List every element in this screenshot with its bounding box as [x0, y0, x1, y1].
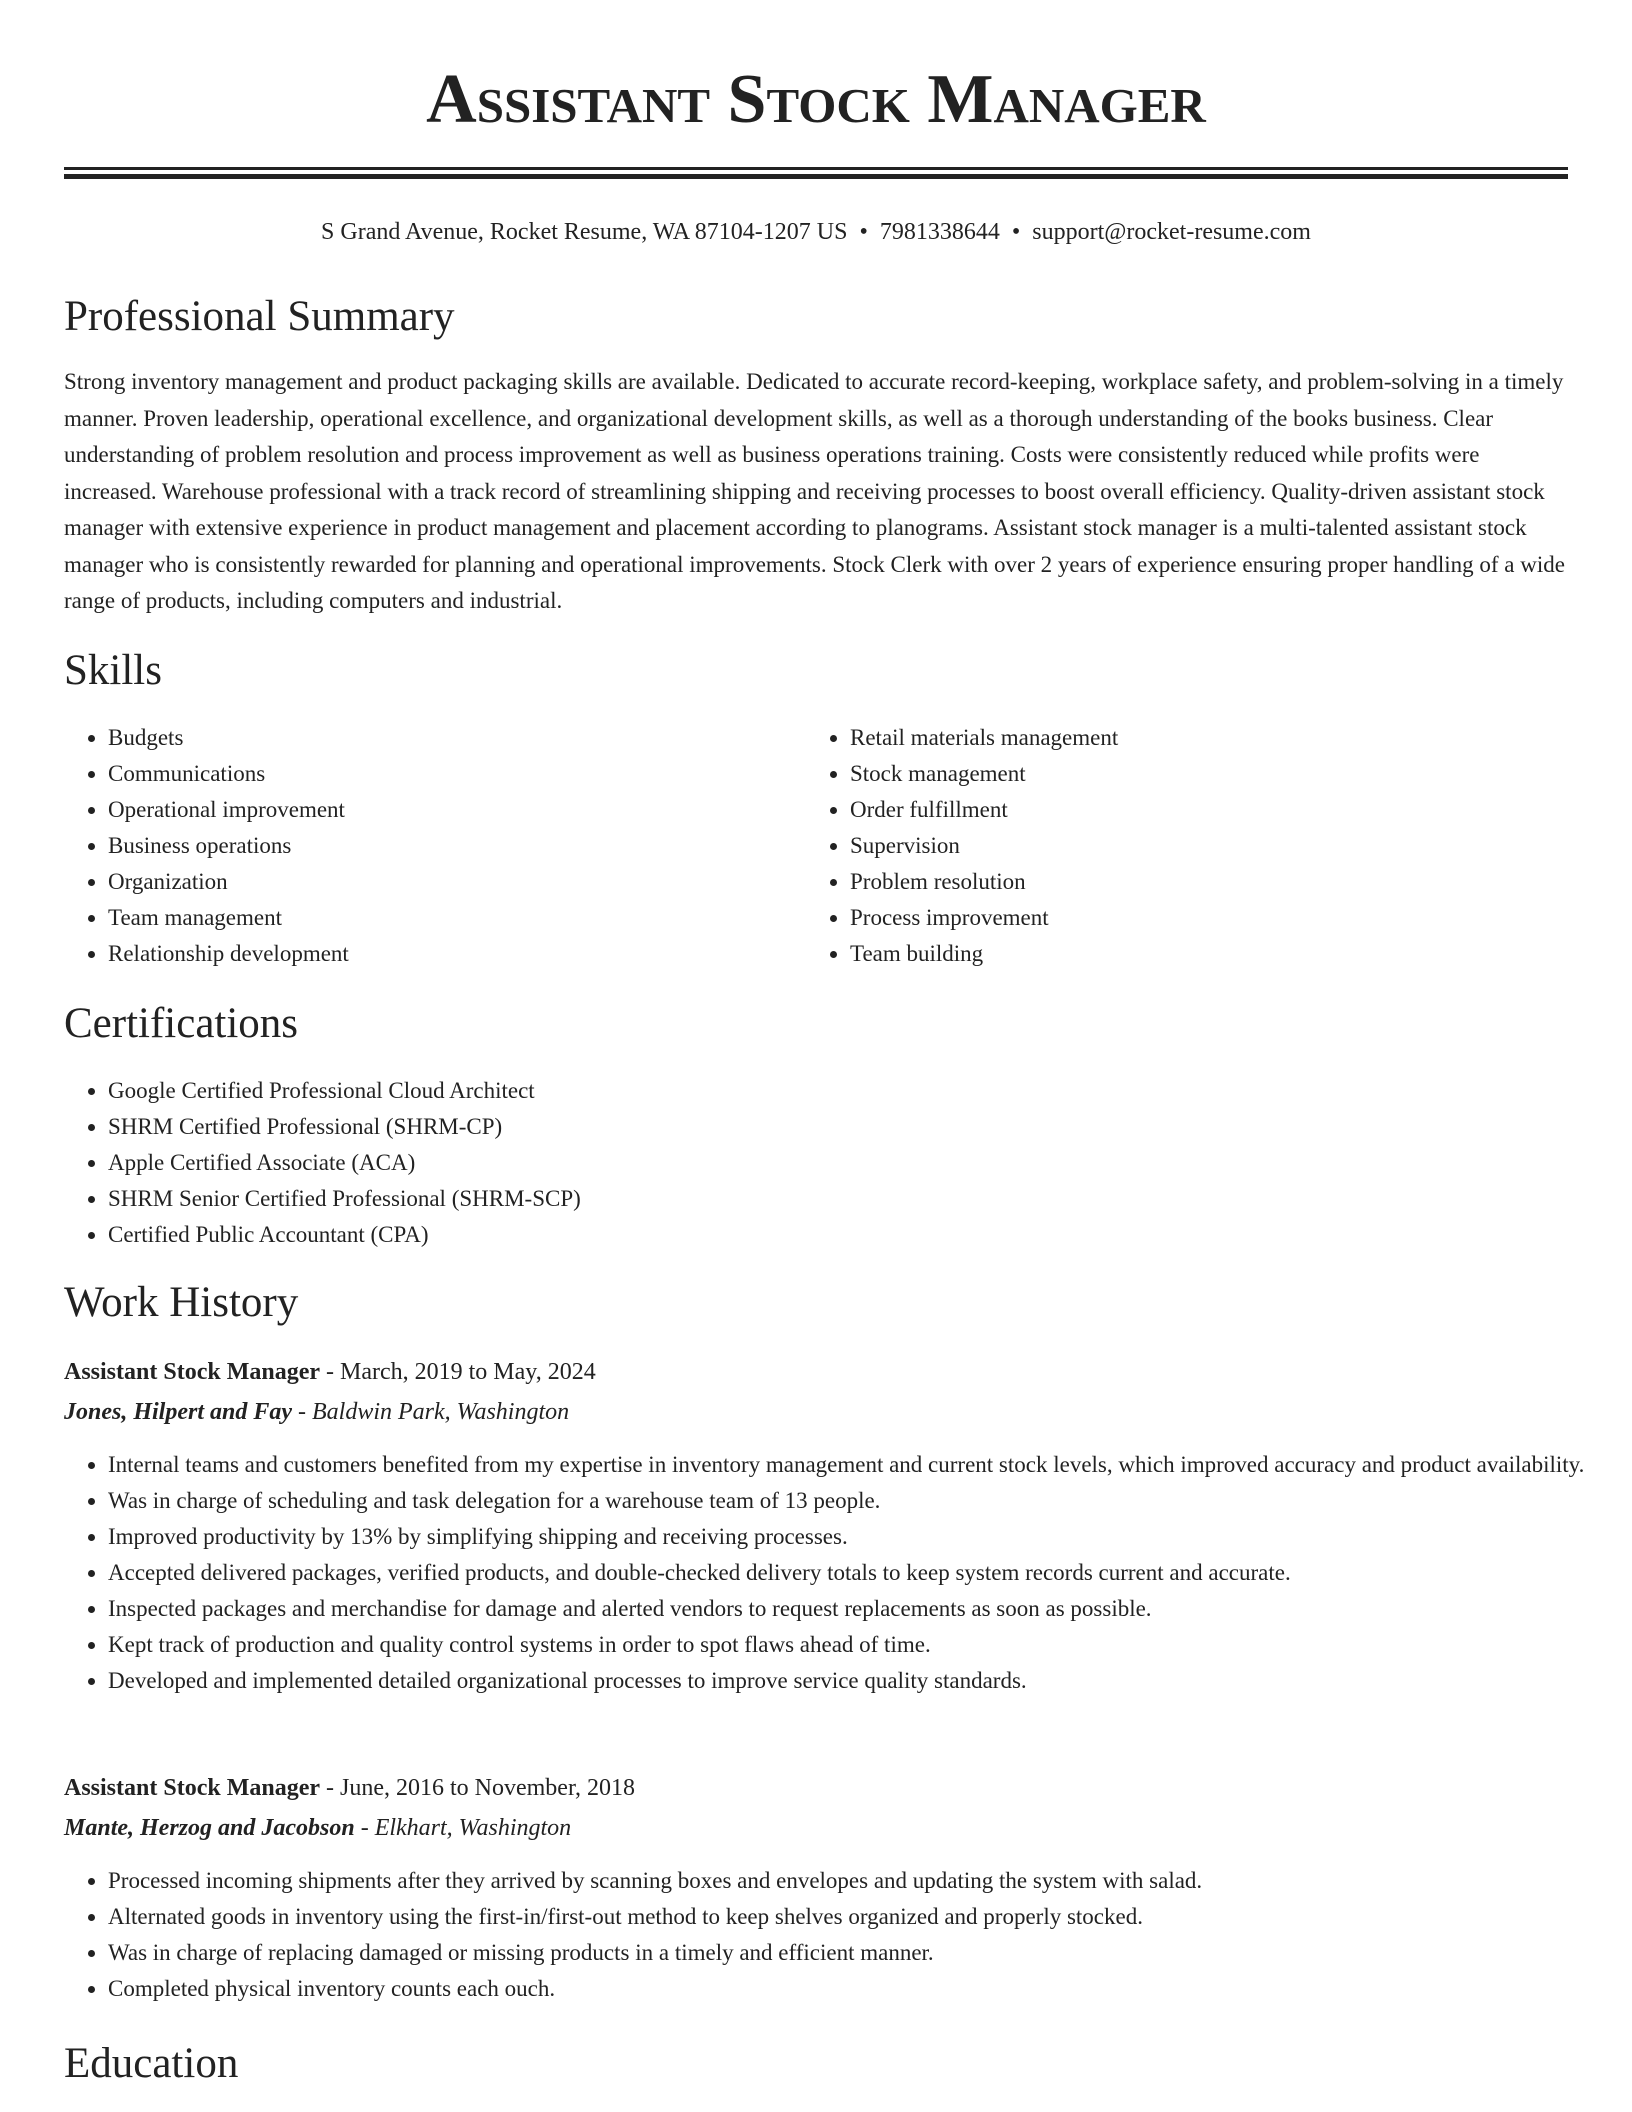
certifications-list — [64, 1073, 1108, 1253]
job-bullet: • Accepted delivered packages, verified products, and double-checked delivery totals to keep system records current and accurate. — [108, 1555, 1612, 1591]
skill-item: • Order fulfillment — [850, 792, 1550, 828]
skill-item: • Operational improvement — [108, 792, 808, 828]
contact-address: S Grand Avenue, Rocket Resume, WA 87104-1207 US — [321, 219, 848, 245]
certification-item: • Apple Certified Associate (ACA) — [108, 1145, 1108, 1181]
certification-item: • SHRM Senior Certified Professional (SHRM-SCP) — [108, 1181, 1108, 1217]
job-company: Jones, Hilpert and Fay — [64, 1399, 293, 1425]
skills-list-right — [806, 720, 1550, 972]
skill-item: • Business operations — [108, 828, 808, 864]
contact-email: support@rocket-resume.com — [1032, 219, 1311, 245]
job-title-line — [64, 1354, 1568, 1390]
section-title-summary: Professional Summary — [64, 293, 455, 340]
job-bullet: • Kept track of production and quality control systems in order to spot flaws ahead of time. — [108, 1627, 1612, 1663]
skill-item: • Process improvement — [850, 900, 1550, 936]
contact-separator: • — [859, 219, 868, 245]
section-title-certifications: Certifications — [64, 1000, 299, 1047]
header-divider-thin — [64, 167, 1568, 170]
section-title-education: Education — [64, 2040, 239, 2087]
skill-item: • Stock management — [850, 756, 1550, 792]
job-bullet: • Developed and implemented detailed organizational processes to improve service quality standards. — [108, 1663, 1612, 1699]
job-company-line — [64, 1810, 1568, 1846]
certification-item: • Certified Public Accountant (CPA) — [108, 1217, 1108, 1253]
skill-item: • Budgets — [108, 720, 808, 756]
job-title: Assistant Stock Manager — [64, 1775, 320, 1801]
section-title-work-history: Work History — [64, 1279, 299, 1326]
section-title-skills: Skills — [64, 647, 162, 694]
contact-line — [64, 214, 1568, 250]
job-company-line — [64, 1394, 1568, 1430]
job-bullet: • Was in charge of scheduling and task delegation for a warehouse team of 13 people. — [108, 1483, 1612, 1519]
job-location: - Baldwin Park, Washington — [298, 1399, 570, 1425]
certification-item: • Google Certified Professional Cloud Architect — [108, 1073, 1108, 1109]
skill-item: • Team building — [850, 936, 1550, 972]
job-bullet: • Improved productivity by 13% by simplifying shipping and receiving processes. — [108, 1519, 1612, 1555]
resume-name: Assistant Stock Manager — [426, 61, 1206, 138]
job-location: - Elkhart, Washington — [360, 1815, 572, 1841]
job-bullet: • Internal teams and customers benefited from my expertise in inventory management and current stock levels, which improved accuracy and product availability. — [108, 1447, 1612, 1483]
header-divider-thick — [64, 174, 1568, 179]
skill-item: • Communications — [108, 756, 808, 792]
job-dates: - June, 2016 to November, 2018 — [326, 1775, 635, 1801]
job-bullets — [64, 1447, 1612, 1699]
skill-item: • Supervision — [850, 828, 1550, 864]
contact-phone: 7981338644 — [879, 219, 1000, 245]
job-title: Assistant Stock Manager — [64, 1359, 320, 1385]
job-bullet: • Completed physical inventory counts each ouch. — [108, 1971, 1612, 2007]
job-bullet: • Processed incoming shipments after they arrived by scanning boxes and envelopes and updating the system with salad. — [108, 1863, 1612, 1899]
job-company: Mante, Herzog and Jacobson — [64, 1815, 355, 1841]
job-title-line — [64, 1770, 1568, 1806]
skill-item: • Retail materials management — [850, 720, 1550, 756]
skill-item: • Organization — [108, 864, 808, 900]
summary-text: Strong inventory management and product packaging skills are available. Dedicated to accurate record-keeping, workplace safety, and problem-solving in a timely manner. Proven leadership, operational excellence, and organizational development skills, as well as a thorough understanding of the books business. Clear understanding of problem resolution and process improvement as well as business operations training. Costs were consistently reduced while profits were increased. Warehouse professional with a track record of streamlining shipping and receiving processes to boost overall efficiency. Quality-driven assistant stock manager with extensive experience in product management and placement according to planograms. Assistant stock manager is a multi-talented assistant stock manager who is consistently rewarded for planning and operational improvements. Stock Clerk with over 2 years of experience ensuring proper handling of a wide range of products, including computers and industrial. — [64, 369, 1565, 613]
skills-list-left — [64, 720, 808, 972]
job-bullet: • Inspected packages and merchandise for damage and alerted vendors to request replacements as soon as possible. — [108, 1591, 1612, 1627]
certification-item: • SHRM Certified Professional (SHRM-CP) — [108, 1109, 1108, 1145]
job-dates: - March, 2019 to May, 2024 — [326, 1359, 596, 1385]
job-bullets — [64, 1863, 1612, 2007]
skill-item: • Team management — [108, 900, 808, 936]
job-bullet: • Was in charge of replacing damaged or missing products in a timely and efficient manner. — [108, 1935, 1612, 1971]
skill-item: • Relationship development — [108, 936, 808, 972]
skill-item: • Problem resolution — [850, 864, 1550, 900]
job-bullet: • Alternated goods in inventory using the first-in/first-out method to keep shelves organized and properly stocked. — [108, 1899, 1612, 1935]
contact-separator: • — [1011, 219, 1021, 245]
